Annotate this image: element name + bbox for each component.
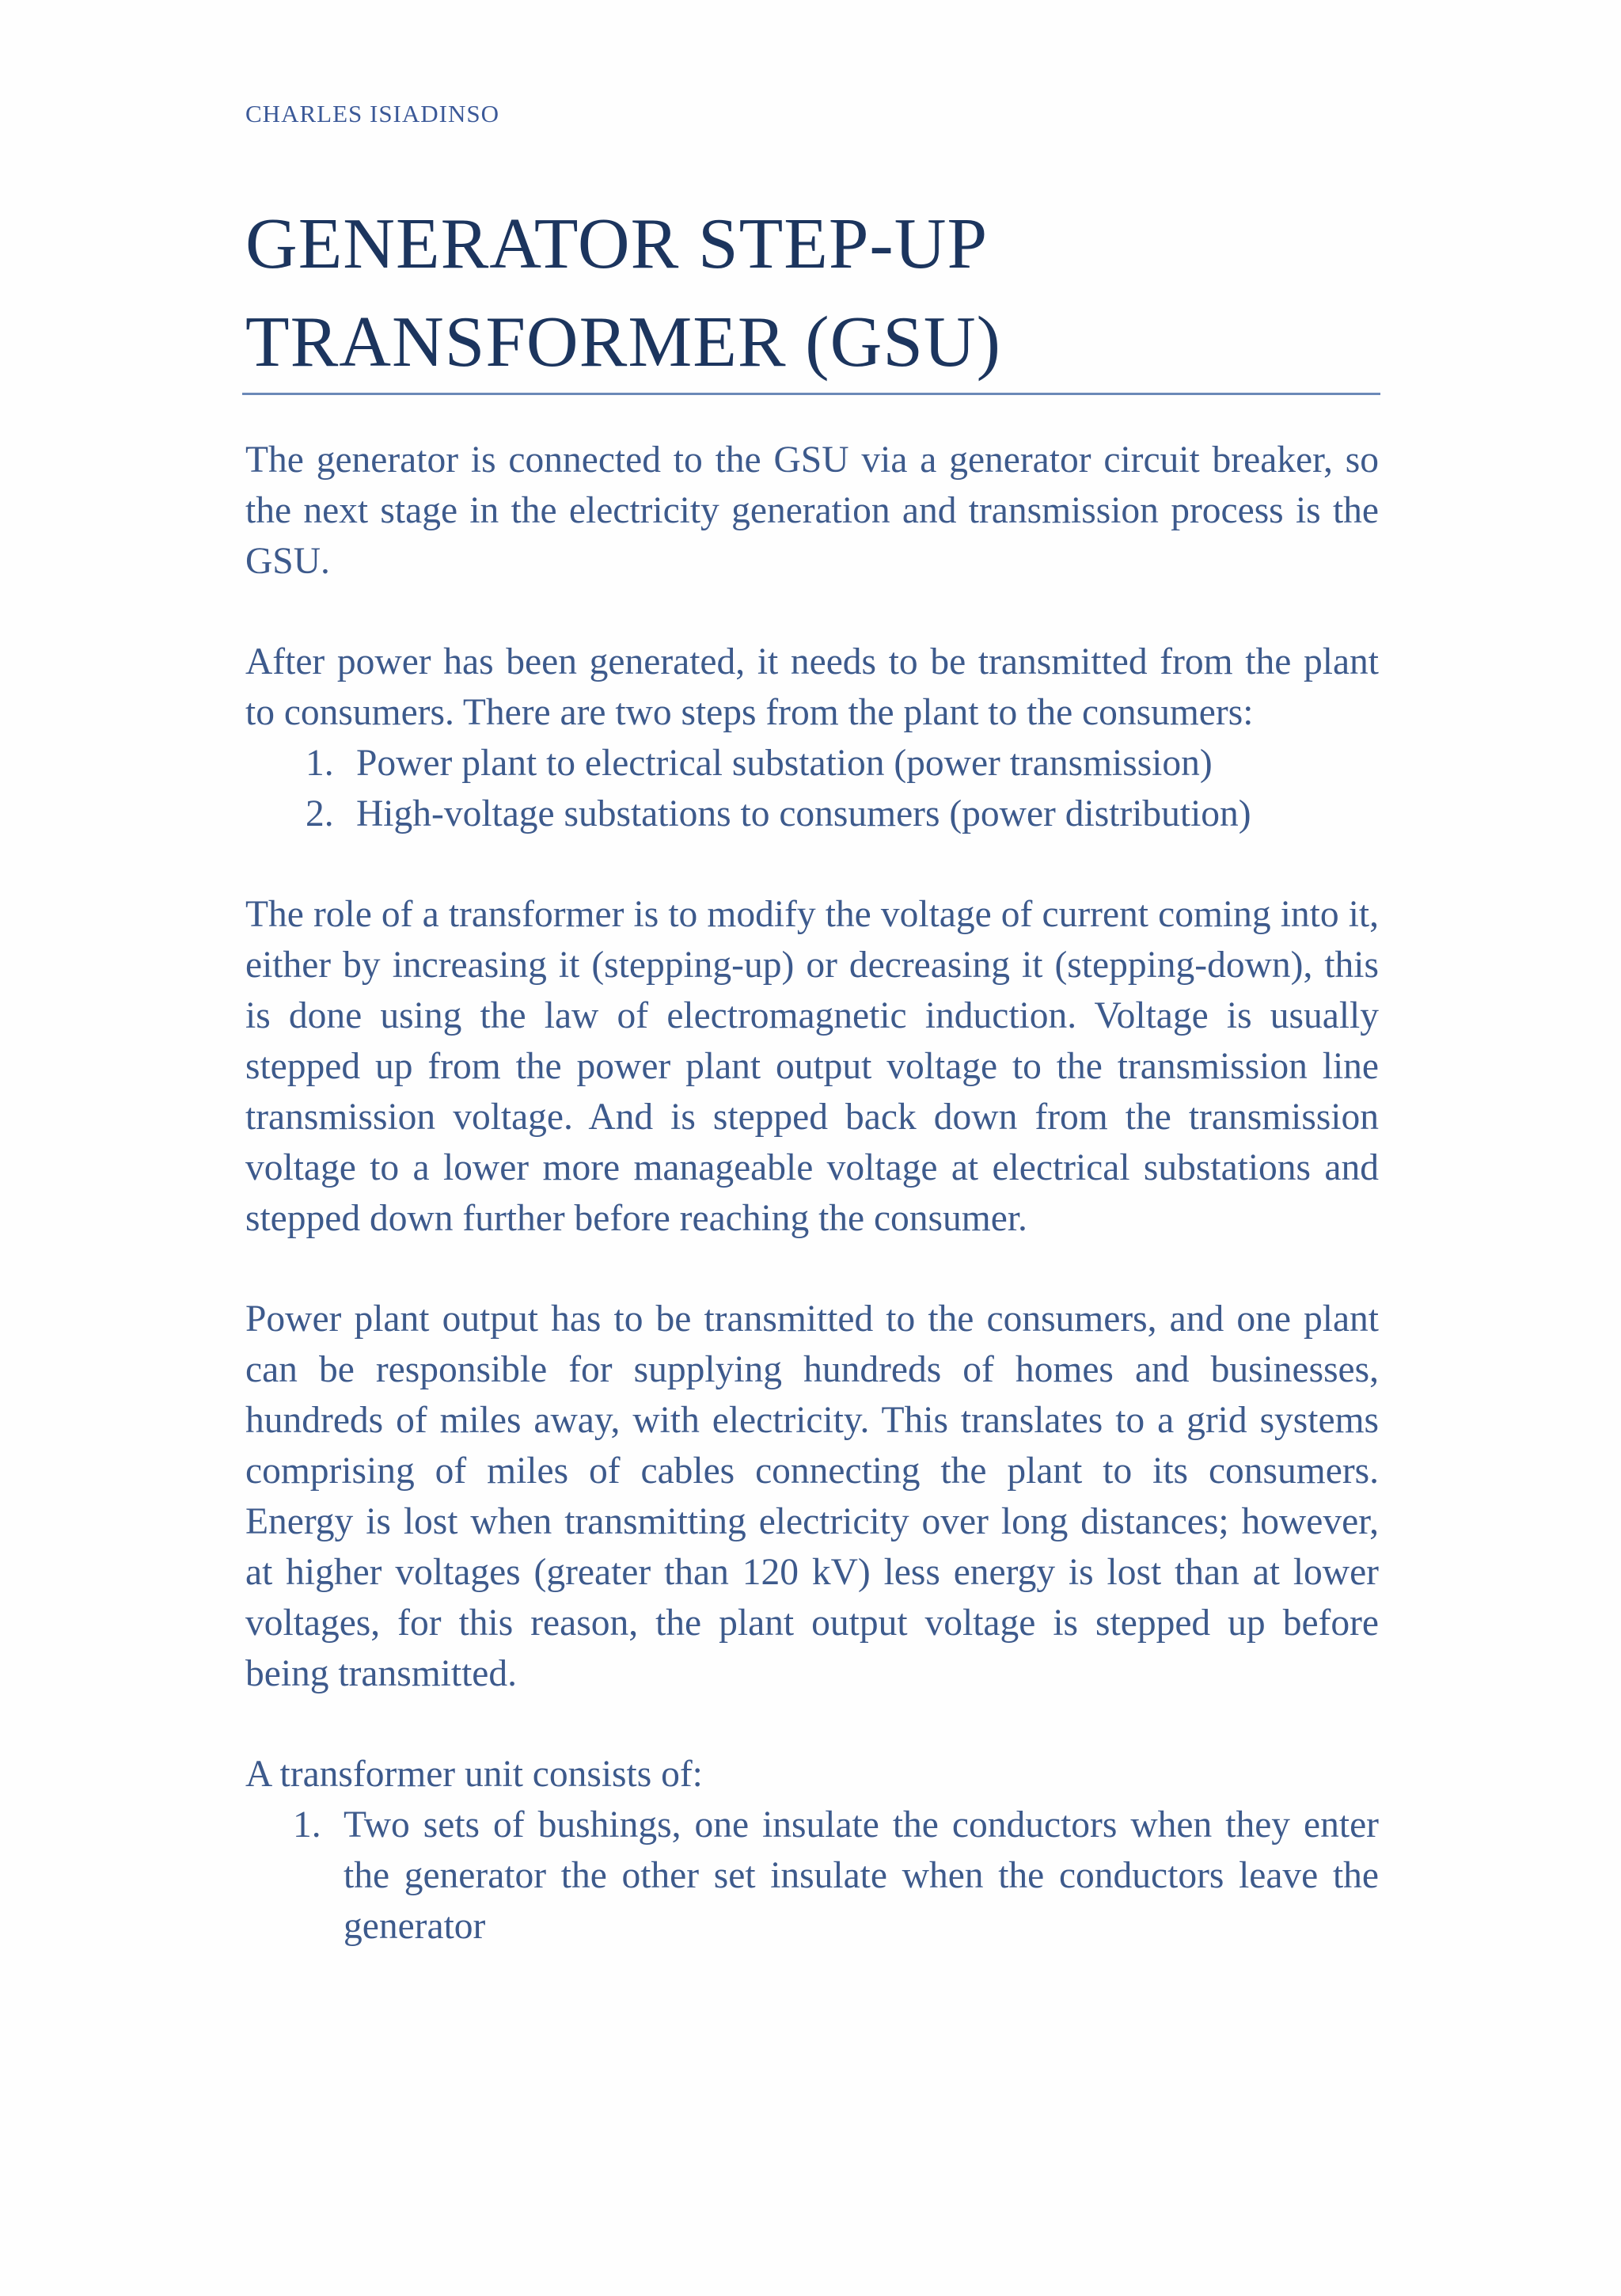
- list-item-text: High-voltage substations to consumers (power distribution): [356, 793, 1251, 834]
- list-item-text: Two sets of bushings, one insulate the conductors when they enter the generator the other set insulate when the conductors leave the generator: [344, 1804, 1379, 1947]
- paragraph-plant-output: Power plant output has to be transmitted to the consumers, and one plant can be responsible for supplying hundreds of homes and businesses, hundreds of miles away, with electricity. This translates to a grid systems comprising of miles of cables connecting the plant to its consumers. Energy is lost when transmitting electricity over long distances; however, at higher voltages (greater than 120 kV) less energy is lost than at lower voltages, for this reason, the plant output voltage is stepped up before being transmitted.: [245, 1298, 1379, 1694]
- list-item-number: 1.: [293, 1804, 321, 1846]
- paragraph-transmission-steps: After power has been generated, it needs to be transmitted from the plant to consumers. There are two steps from the plant to the consumers:: [245, 641, 1379, 733]
- paragraph-transformer-role: The role of a transformer is to modify the voltage of current coming into it, either by increasing it (stepping-up) or decreasing it (stepping-down), this is done using the law of electromagnetic induction. Voltage is usually stepped up from the power plant output voltage to the transmission line transmission voltage. And is stepped back down from the transmission voltage to a lower more manageable voltage at electrical substations and stepped down further before reaching the consumer.: [245, 894, 1379, 1239]
- transmission-steps-list: [245, 738, 1379, 839]
- list-item-number: 2.: [306, 793, 334, 834]
- author-header: CHARLES ISIADINSO: [245, 100, 499, 127]
- title-line-1: GENERATOR STEP-UP: [245, 203, 989, 283]
- list-item: [245, 1800, 1379, 1952]
- list-item: [245, 738, 1379, 789]
- page-title: [245, 195, 1001, 391]
- list-item: [245, 789, 1379, 839]
- paragraph-transformer-parts: A transformer unit consists of:: [245, 1754, 703, 1795]
- document-body: [245, 435, 1379, 2001]
- transformer-parts-list: [245, 1800, 1379, 1952]
- list-item-text: Power plant to electrical substation (power transmission): [356, 743, 1213, 784]
- paragraph-gsu-intro: The generator is connected to the GSU via a generator circuit breaker, so the next stage in the electricity generation and transmission process is the GSU.: [245, 439, 1379, 582]
- title-line-2: TRANSFORMER (GSU): [245, 302, 1001, 382]
- list-item-number: 1.: [306, 743, 334, 784]
- title-divider: [242, 393, 1380, 395]
